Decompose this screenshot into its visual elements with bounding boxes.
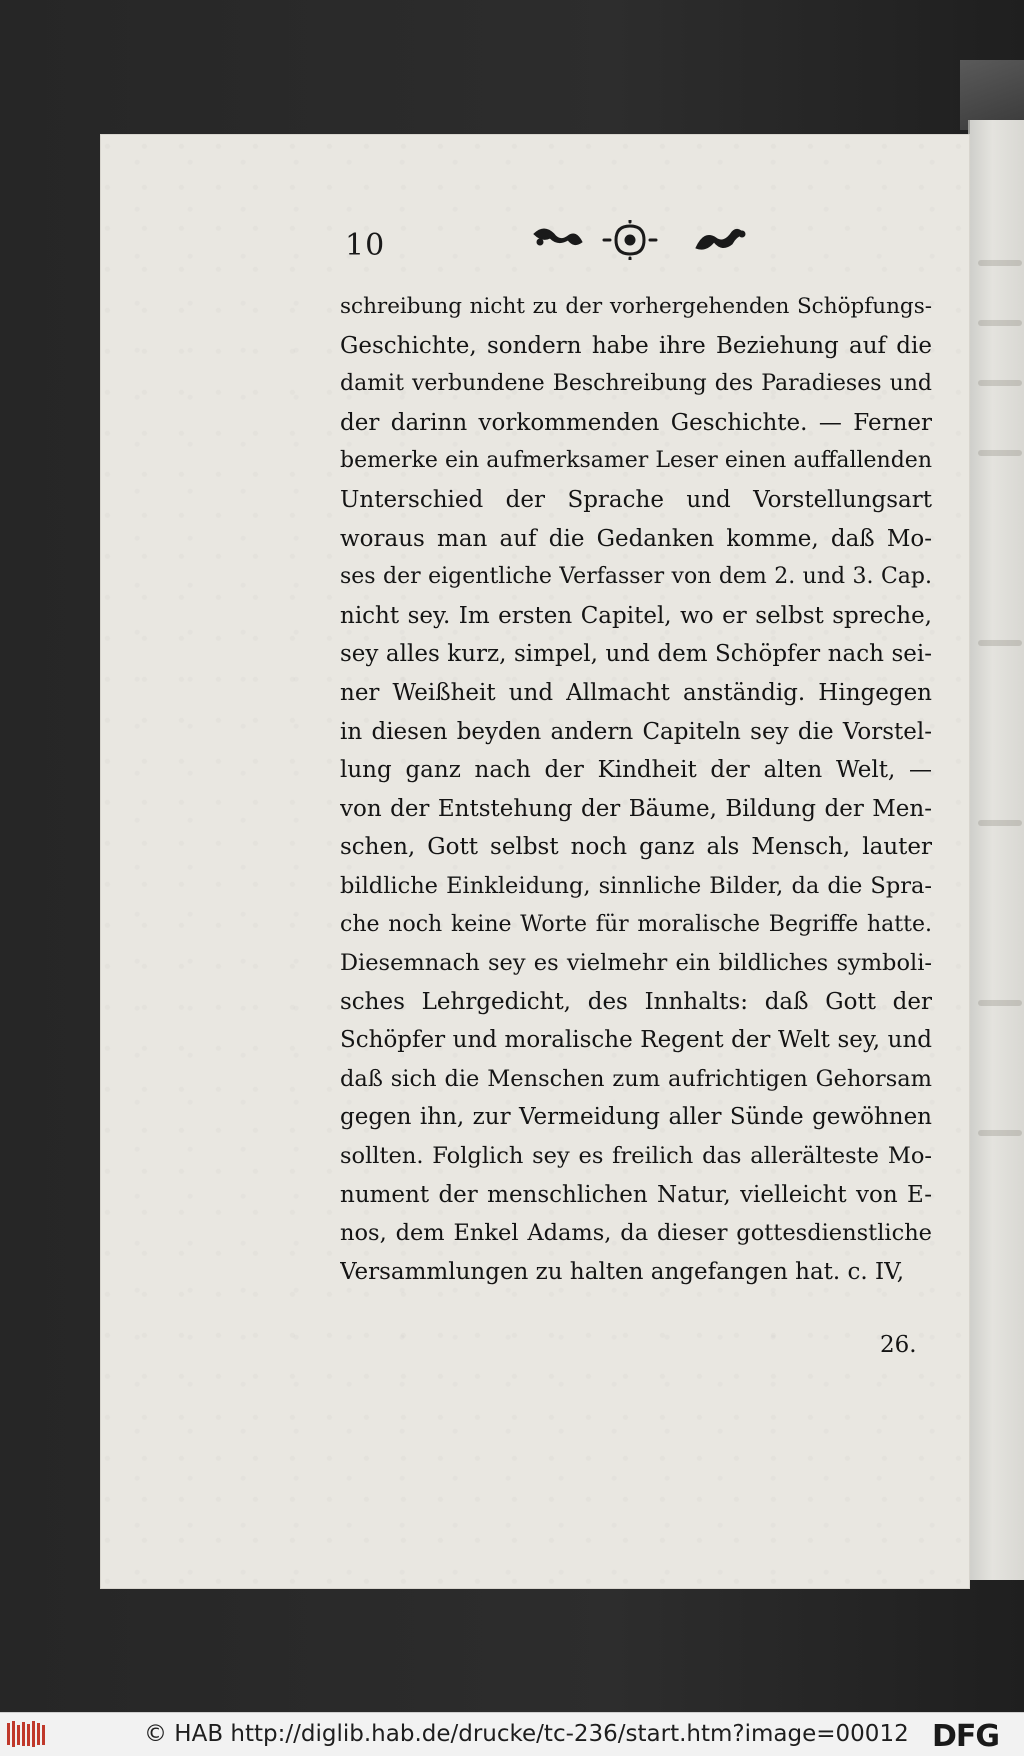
header-ornament-icon bbox=[530, 220, 750, 260]
text-line: che noch keine Worte für moralische Begriffe hatte. bbox=[340, 911, 932, 937]
dfg-logo: DFG bbox=[932, 1719, 1000, 1754]
text-line: Versammlungen zu halten angefangen hat. c. IV, bbox=[340, 1258, 905, 1285]
body-text bbox=[340, 288, 932, 1291]
text-line: sollten. Folglich sey es freilich das allerälteste Mo- bbox=[340, 1143, 932, 1170]
text-line: bemerke ein aufmerksamer Leser einen auffallenden bbox=[340, 448, 932, 474]
text-line: sey alles kurz, simpel, und dem Schöpfer nach sei- bbox=[340, 641, 932, 668]
page-number: 10 bbox=[345, 228, 386, 263]
text-line: nicht sey. Im ersten Capitel, wo er selbst spreche, bbox=[340, 602, 932, 629]
text-line: Unterschied der Sprache und Vorstellungsart bbox=[340, 486, 932, 513]
text-line: sches Lehrgedicht, des Innhalts: daß Gott der bbox=[340, 988, 932, 1015]
text-line: nos, dem Enkel Adams, da dieser gottesdienstliche bbox=[340, 1220, 932, 1247]
adjacent-page-edge bbox=[968, 120, 1024, 1580]
text-line: von der Entstehung der Bäume, Bildung der Men- bbox=[340, 795, 932, 822]
text-line: gegen ihn, zur Vermeidung aller Sünde gewöhnen bbox=[340, 1104, 932, 1131]
footer-bar bbox=[0, 1712, 1024, 1756]
text-line: daß sich die Menschen zum aufrichtigen Gehorsam bbox=[340, 1065, 932, 1092]
text-line: der darinn vorkommenden Geschichte. — Ferner bbox=[340, 409, 932, 436]
catchword: 26. bbox=[880, 1332, 917, 1358]
text-line: bildliche Einkleidung, sinnliche Bilder, da die Spra- bbox=[340, 872, 932, 899]
text-line: in diesen beyden andern Capiteln sey die Vorstel- bbox=[340, 718, 932, 745]
text-line: schen, Gott selbst noch ganz als Mensch, lauter bbox=[340, 834, 932, 861]
text-line: schreibung nicht zu der vorhergehenden Schöpfungs- bbox=[340, 294, 932, 319]
text-line: ses der eigentliche Verfasser von dem 2. und 3. Cap. bbox=[340, 564, 932, 590]
text-line: woraus man auf die Gedanken komme, daß Mo- bbox=[340, 525, 932, 552]
text-line: Geschichte, sondern habe ihre Beziehung auf die bbox=[340, 332, 932, 359]
text-line: ner Weißheit und Allmacht anständig. Hingegen bbox=[340, 679, 932, 706]
text-line: Diesemnach sey es vielmehr ein bildliches symboli- bbox=[340, 950, 932, 977]
text-line: Schöpfer und moralische Regent der Welt sey, und bbox=[340, 1027, 932, 1054]
text-line: damit verbundene Beschreibung des Paradieses und bbox=[340, 371, 932, 397]
text-line: nument der menschlichen Natur, vielleicht von E- bbox=[340, 1181, 932, 1208]
text-line: lung ganz nach der Kindheit der alten Welt, — bbox=[340, 757, 932, 784]
hab-logo-icon bbox=[6, 1719, 46, 1749]
copyright-url[interactable]: © HAB http://diglib.hab.de/drucke/tc-236/start.htm?image=00012 bbox=[144, 1721, 909, 1747]
